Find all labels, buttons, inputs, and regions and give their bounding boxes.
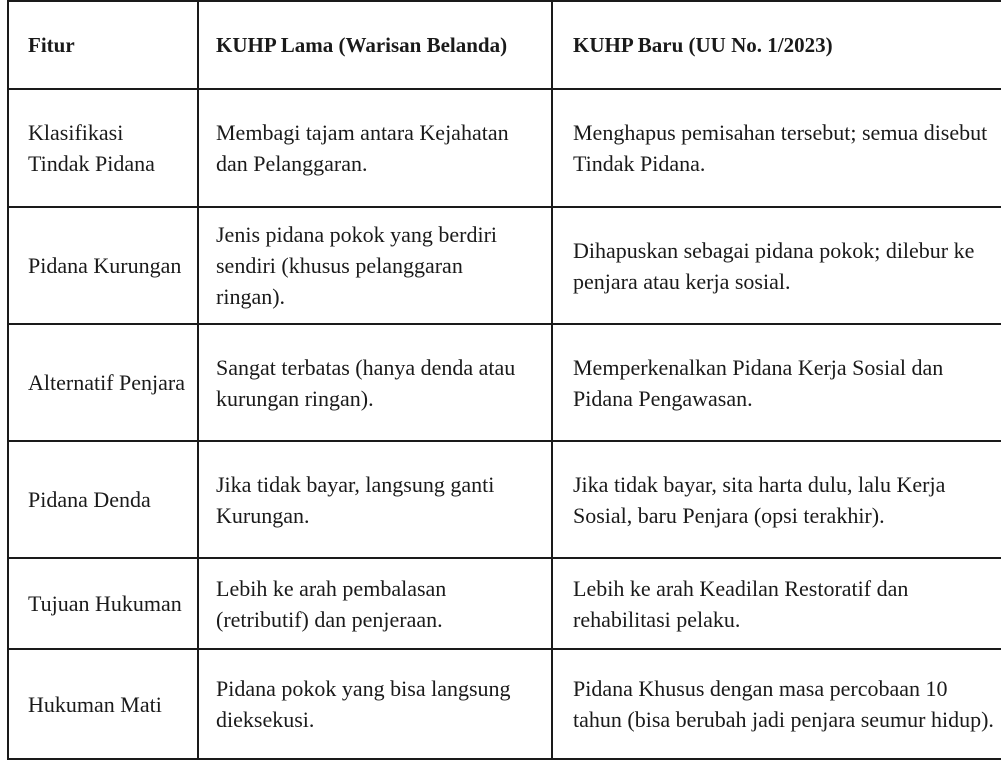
table-cell-kuhp-baru: Dihapuskan sebagai pidana pokok; dilebur ke penjara atau kerja sosial. bbox=[552, 207, 1001, 324]
table-cell-fitur: Pidana Denda bbox=[8, 441, 198, 558]
header-cell-kuhp-lama: KUHP Lama (Warisan Belanda) bbox=[198, 1, 552, 89]
table-cell-fitur: Klasifikasi Tindak Pidana bbox=[8, 89, 198, 207]
table-cell-fitur: Hukuman Mati bbox=[8, 649, 198, 759]
comparison-table bbox=[7, 0, 1001, 760]
table-cell-kuhp-baru: Jika tidak bayar, sita harta dulu, lalu Kerja Sosial, baru Penjara (opsi terakhir). bbox=[552, 441, 1001, 558]
table-cell-fitur: Alternatif Penjara bbox=[8, 324, 198, 441]
table-cell-fitur: Pidana Kurungan bbox=[8, 207, 198, 324]
table-cell-kuhp-baru: Memperkenalkan Pidana Kerja Sosial dan Pidana Pengawasan. bbox=[552, 324, 1001, 441]
table-row bbox=[8, 324, 1001, 441]
table-cell-fitur: Tujuan Hukuman bbox=[8, 558, 198, 649]
table-cell-kuhp-lama: Jika tidak bayar, langsung ganti Kurungan. bbox=[198, 441, 552, 558]
table-row bbox=[8, 649, 1001, 759]
table-cell-kuhp-baru: Menghapus pemisahan tersebut; semua disebut Tindak Pidana. bbox=[552, 89, 1001, 207]
table-header-row bbox=[8, 1, 1001, 89]
table-cell-kuhp-lama: Membagi tajam antara Kejahatan dan Pelanggaran. bbox=[198, 89, 552, 207]
table-cell-kuhp-baru: Pidana Khusus dengan masa percobaan 10 tahun (bisa berubah jadi penjara seumur hidup). bbox=[552, 649, 1001, 759]
table-row bbox=[8, 207, 1001, 324]
table-row bbox=[8, 89, 1001, 207]
header-cell-kuhp-baru: KUHP Baru (UU No. 1/2023) bbox=[552, 1, 1001, 89]
table-cell-kuhp-lama: Sangat terbatas (hanya denda atau kurungan ringan). bbox=[198, 324, 552, 441]
table-cell-kuhp-baru: Lebih ke arah Keadilan Restoratif dan rehabilitasi pelaku. bbox=[552, 558, 1001, 649]
table-cell-kuhp-lama: Jenis pidana pokok yang berdiri sendiri (khusus pelanggaran ringan). bbox=[198, 207, 552, 324]
table-row bbox=[8, 441, 1001, 558]
header-cell-fitur: Fitur bbox=[8, 1, 198, 89]
table-row bbox=[8, 558, 1001, 649]
table-cell-kuhp-lama: Lebih ke arah pembalasan (retributif) dan penjeraan. bbox=[198, 558, 552, 649]
table-cell-kuhp-lama: Pidana pokok yang bisa langsung dieksekusi. bbox=[198, 649, 552, 759]
